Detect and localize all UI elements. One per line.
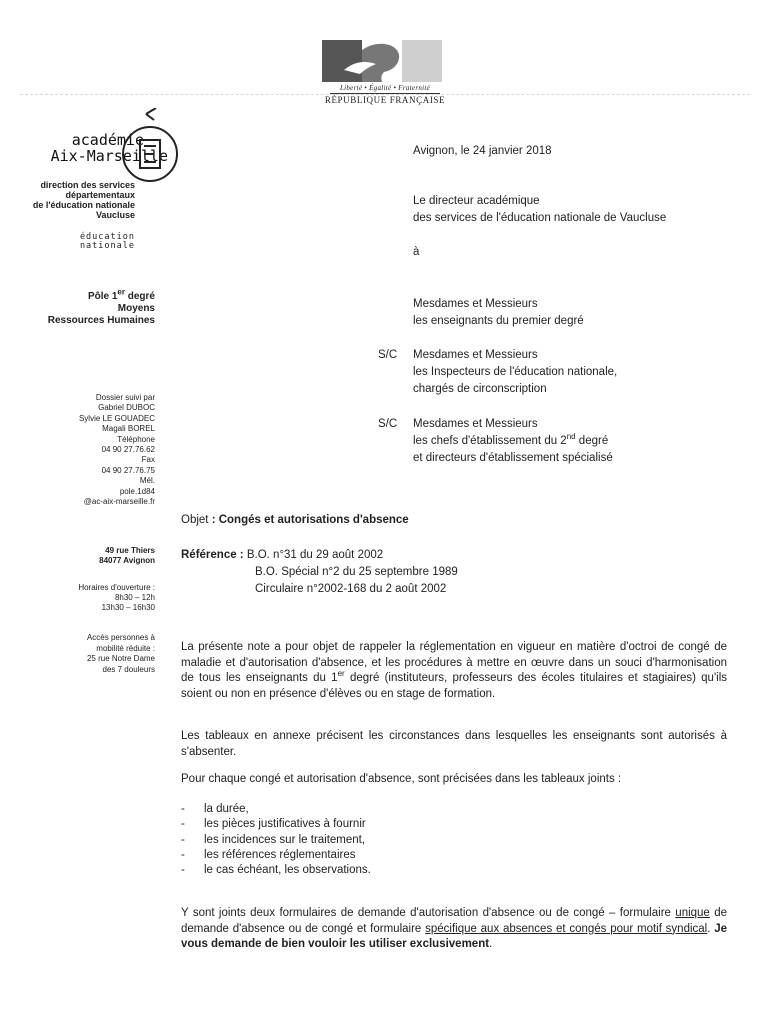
- access-line: 25 rue Notre Dame: [86, 654, 155, 663]
- object-line: [181, 514, 409, 526]
- contact-line: pole.1d84: [119, 486, 155, 496]
- address-line: 84077 Avignon: [99, 556, 155, 565]
- education-line: nationale: [79, 241, 135, 251]
- sender-line: Le directeur académique: [413, 195, 540, 207]
- forms-text: de demande d'absence ou de congé et formulaire: [181, 907, 728, 935]
- republic-rule: [330, 93, 440, 94]
- direction-line: départementaux: [65, 190, 135, 200]
- direction-line: de l'éducation nationale: [32, 200, 135, 210]
- sc2-line: et directeurs d'établissement spécialisé: [413, 452, 613, 464]
- reference-item: B.O. n°31 du 29 août 2002: [246, 549, 384, 561]
- contact-email[interactable]: @ac-aix-marseille.fr: [83, 497, 155, 507]
- object-label: Objet: [181, 514, 209, 526]
- address-block: [20, 546, 155, 566]
- list-item: - les pièces justificatives à fournir: [181, 817, 727, 832]
- address-line: 49 rue Thiers: [105, 546, 155, 555]
- contact-line: Dossier suivi par: [95, 393, 155, 402]
- access-line: des 7 douleurs: [102, 664, 155, 674]
- academy-line-2: Aix-Marseille: [50, 147, 168, 165]
- hours-line: Horaires d'ouverture :: [78, 583, 155, 592]
- direction-line: direction des services: [40, 180, 135, 190]
- republic-name: RÉPUBLIQUE FRANÇAISE: [324, 95, 446, 105]
- contact-line: Sylvie LE GOUADEC: [78, 413, 155, 423]
- forms-unique: unique: [675, 907, 710, 919]
- pole-line: Ressources Humaines: [47, 315, 155, 326]
- sender-line: des services de l'éducation nationale de Vaucluse: [413, 212, 667, 224]
- reference-block: [181, 547, 458, 598]
- pole-line: Moyens: [117, 303, 155, 314]
- list-item: - les références réglementaires: [181, 848, 727, 863]
- sc2-line: Mesdames et Messieurs: [413, 418, 538, 430]
- contact-line: Gabriel DUBOC: [98, 403, 155, 413]
- contact-line: Mél.: [139, 476, 155, 486]
- academy-emblem-icon: [110, 108, 190, 188]
- to-label: à: [413, 246, 420, 258]
- sc2-line-2: les chefs d'établissement du 2nd degré: [413, 432, 609, 447]
- sc2-block: [413, 416, 613, 467]
- sender-block: [413, 193, 666, 227]
- list-item: - les incidences sur le traitement,: [181, 833, 727, 848]
- list-item: - le cas échéant, les observations.: [181, 863, 727, 878]
- education-line: éducation: [79, 232, 135, 242]
- letter-date: Avignon, le 24 janvier 2018: [413, 145, 552, 157]
- academy-line-1: académie: [71, 131, 144, 149]
- access-line: Accès personnes à: [86, 633, 155, 642]
- reference-item: B.O. Spécial n°2 du 25 septembre 1989: [255, 566, 458, 578]
- object-text: : Congés et autorisations d'absence: [211, 514, 409, 526]
- forms-specific: spécifique aux absences et congés pour motif syndical: [425, 922, 708, 935]
- paragraph-forms: [181, 906, 727, 953]
- recipients-block: [413, 296, 584, 330]
- forms-instruction: Je vous demande de bien vouloir les utiliser exclusivement: [181, 922, 728, 950]
- reference-label: Référence :: [181, 549, 244, 561]
- sc1-label: S/C: [378, 349, 398, 361]
- contact-line: 04 90 27.76.75: [101, 465, 155, 475]
- sc1-line: Mesdames et Messieurs: [413, 349, 538, 361]
- list-item: - la durée,: [181, 802, 727, 817]
- sc1-block: [413, 347, 617, 398]
- hours-line: 8h30 – 12h: [114, 593, 155, 602]
- forms-text: Y sont joints deux formulaires de demande d'autorisation d'absence ou de congé – formulaire: [181, 907, 676, 919]
- details-list: [181, 802, 727, 878]
- forms-text: .: [707, 922, 715, 935]
- direction-line: Vaucluse: [95, 210, 135, 220]
- hours-block: [20, 583, 155, 613]
- access-line: mobilité réduite :: [96, 643, 155, 653]
- direction-block: [20, 180, 135, 220]
- paragraph-annex: Les tableaux en annexe précisent les circonstances dans lesquelles les enseignants sont autorisés à s'absenter.: [181, 730, 727, 758]
- recipient-line: Mesdames et Messieurs: [413, 298, 538, 310]
- hours-line: 13h30 – 16h30: [101, 603, 155, 612]
- sc1-line: chargés de circonscription: [413, 383, 547, 395]
- contact-line: 04 90 27.76.62: [101, 445, 155, 455]
- recipient-line: les enseignants du premier degré: [413, 315, 584, 327]
- contact-line: Fax: [141, 455, 155, 465]
- paragraph-list-intro: Pour chaque congé et autorisation d'absence, sont précisées dans les tableaux joints :: [181, 773, 622, 785]
- sc2-label: S/C: [378, 418, 398, 430]
- contact-line: Magali BOREL: [102, 424, 155, 434]
- republic-motto: Liberté • Égalité • Fraternité: [339, 84, 431, 92]
- forms-end: .: [489, 938, 493, 950]
- pole-line-1: Pôle 1er degré: [87, 287, 155, 302]
- contact-block: [20, 393, 155, 507]
- sc1-line: les Inspecteurs de l'éducation nationale,: [413, 366, 618, 378]
- pole-block: [10, 287, 155, 327]
- access-block: [20, 633, 155, 675]
- reference-item: Circulaire n°2002-168 du 2 août 2002: [255, 583, 447, 595]
- paragraph-intro: La présente note a pour objet de rappeler la réglementation en vigueur en matière d'octroi de congé de maladie et d'autorisation d'absence, et les procédures à mettre en œuvre dans un souci d'harmonisation de tous les enseignants du 1er degré (instituteurs, professeurs des écoles titulaires et stagiaires) qu'ils soient ou non en présence d'élèves ou en stage de formation.: [181, 641, 727, 700]
- contact-line: Téléphone: [117, 434, 155, 444]
- education-nationale: [60, 233, 135, 251]
